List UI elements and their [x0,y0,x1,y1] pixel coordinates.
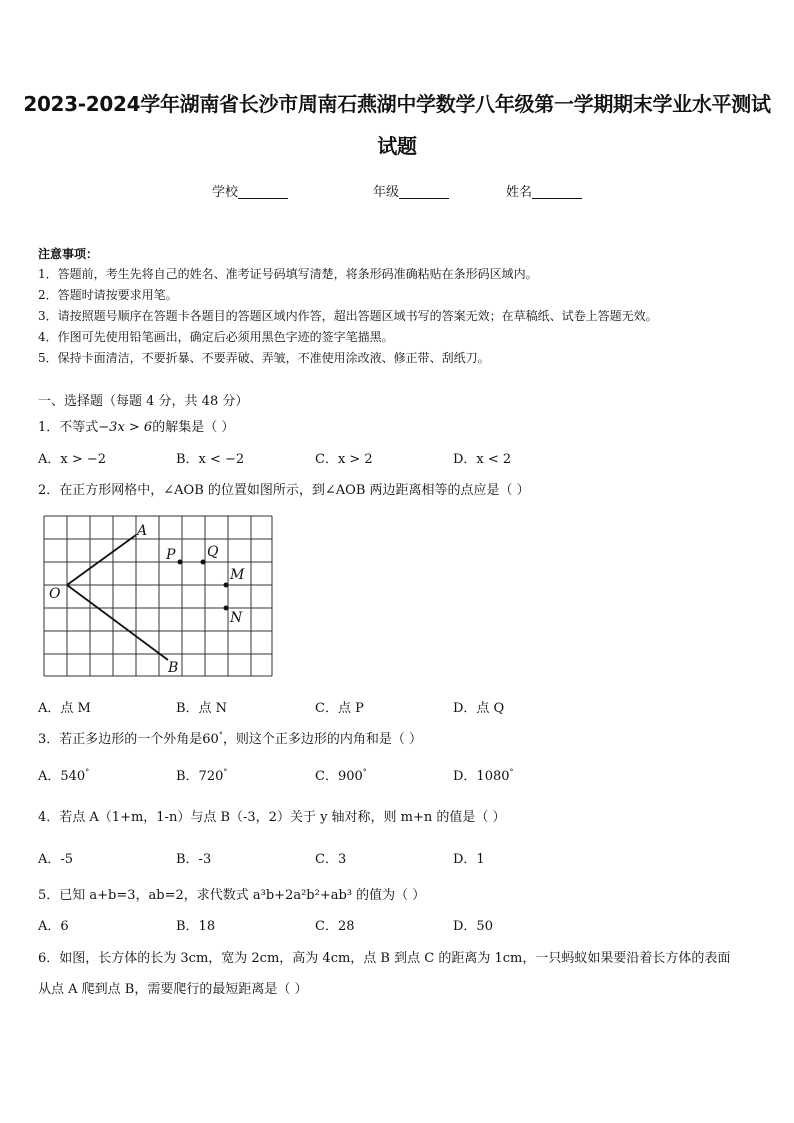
q1-option-c[interactable]: C．x > 2 [315,452,373,467]
q3-stem [38,728,422,747]
q2-stem: 2．在正方形网格中，∠AOB 的位置如图所示，到∠AOB 两边距离相等的点应是（ ） [38,483,530,498]
grade-label: 年级 [373,185,400,200]
q1-option-d[interactable]: D．x < 2 [453,452,512,467]
point-q [201,560,206,565]
school-field[interactable] [212,181,288,200]
label-q: Q [207,544,219,560]
label-m: M [230,567,245,583]
q2-option-a[interactable]: A．点 M [38,701,91,716]
school-blank[interactable] [238,184,288,199]
q5-option-d[interactable]: D．50 [453,919,493,934]
point-n [224,606,229,611]
point-p [178,560,183,565]
q5-stem: 5．已知 a+b=3，ab=2，求代数式 a³b+2a²b²+ab³ 的值为（ ） [38,888,426,903]
exam-title-line2: 试题 [377,134,417,158]
note-item: 2．答题时请按要求用笔。 [38,288,178,302]
label-o: O [49,586,61,602]
ray-oa [67,535,136,585]
grade-blank[interactable] [399,184,449,199]
q5-option-a[interactable]: A．6 [38,919,69,934]
school-label: 学校 [212,185,239,200]
section1-heading: 一、选择题（每题 4 分，共 48 分） [38,394,249,409]
exam-title-line1: 2023-2024学年湖南省长沙市周南石燕湖中学数学八年级第一学期期末学业水平测试 [23,92,771,116]
label-a: A [137,523,148,539]
q3-stem-suffix: ，则这个正多边形的内角和是（ ） [222,732,422,747]
q4-stem: 4．若点 A（1+m，1-n）与点 B（-3，2）关于 y 轴对称，则 m+n 的值是（ ） [38,810,506,825]
q3-option-c[interactable]: C．900° [315,767,367,784]
q3-option-b[interactable]: B．720° [176,767,228,784]
label-p: P [166,547,176,563]
q5-option-b[interactable]: B．18 [176,919,216,934]
q3-option-a[interactable]: A．540° [38,767,90,784]
notes-heading: 注意事项： [38,247,99,261]
note-item: 1．答题前，考生先将自己的姓名、准考证号码填写清楚，将条形码准确粘贴在条形码区域内。 [38,267,538,281]
q3-stem-angle: 60 [202,732,219,747]
q2-option-b[interactable]: B．点 N [176,701,228,716]
q4-option-c[interactable]: C．3 [315,852,347,867]
label-n: N [230,610,243,626]
note-item: 3．请按照题号顺序在答题卡各题目的答题区域内作答，超出答题区域书写的答案无效；在草稿纸、试卷上答题无效。 [38,309,658,323]
q1-stem-prefix: 1．不等式 [38,420,99,435]
q5-option-c[interactable]: C．28 [315,919,355,934]
grade-field[interactable] [373,181,449,200]
label-b: B [168,660,179,676]
q3-stem-prefix: 3．若正多边形的一个外角是 [38,732,203,747]
q1-stem-math: −3x > 6 [98,420,153,435]
q3-option-d[interactable]: D．1080° [453,767,514,784]
q1-stem-suffix: 的解集是（ ） [152,420,235,435]
q2-option-d[interactable]: D．点 Q [453,701,505,716]
point-m [224,583,229,588]
note-item: 4．作图可先使用铅笔画出，确定后必须用黑色字迹的签字笔描黑。 [38,330,394,344]
degree-mark: ° [218,730,223,740]
q1-option-a[interactable]: A．x > −2 [38,452,107,467]
q2-grid-figure [40,512,276,680]
note-item: 5．保持卡面清洁，不要折暴、不要弄破、弄皱，不准使用涂改液、修正带、刮纸刀。 [38,351,490,365]
name-blank[interactable] [532,184,582,199]
q1-option-b[interactable]: B．x < −2 [176,452,245,467]
q2-option-c[interactable]: C．点 P [315,701,364,716]
name-label: 姓名 [506,185,533,200]
ray-ob [67,585,168,660]
q6-stem-line2: 从点 A 爬到点 B，需要爬行的最短距离是（ ） [38,982,308,997]
q4-option-d[interactable]: D．1 [453,852,485,867]
q1-stem [38,416,234,435]
q6-stem-line1: 6．如图，长方体的长为 3cm，宽为 2cm，高为 4cm，点 B 到点 C 的距离为 1cm，一只蚂蚁如果要沿着长方体的表面 [38,951,731,966]
name-field[interactable] [506,181,582,200]
q4-option-b[interactable]: B．-3 [176,852,212,867]
q4-option-a[interactable]: A．-5 [38,852,74,867]
